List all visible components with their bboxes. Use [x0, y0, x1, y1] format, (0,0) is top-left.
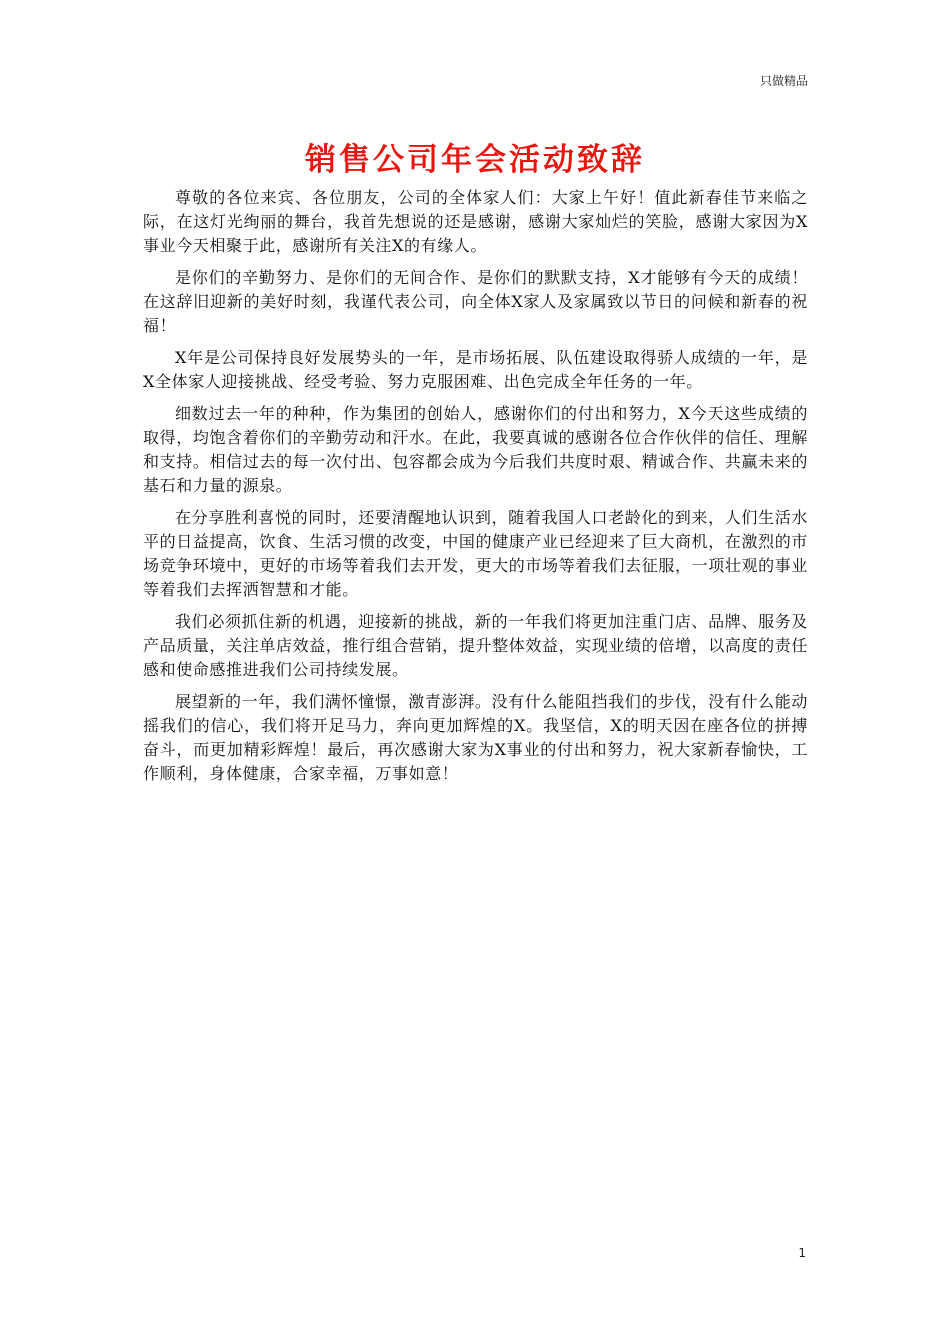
paragraph: 在分享胜利喜悦的同时，还要清醒地认识到，随着我国人口老龄化的到来，人们生活水平的日益提高，饮食、生活习惯的改变，中国的健康产业已经迎来了巨大商机，在激烈的市场竞争环境中，更好的市场等着我们去开发，更大的市场等着我们去征服，一项壮观的事业等着我们去挥洒智慧和才能。: [143, 508, 808, 599]
paragraph: 展望新的一年，我们满怀憧憬，激青澎湃。没有什么能阻挡我们的步伐，没有什么能动摇我们的信心，我们将开足马力，奔向更加辉煌的X。我坚信，X的明天因在座各位的拼搏奋斗，而更加精彩辉煌！最后，再次感谢大家为X事业的付出和努力，祝大家新春愉快，工作顺利，身体健康，合家幸福，万事如意！: [143, 692, 808, 783]
document-title: 销售公司年会活动致辞: [305, 142, 645, 178]
header-note: 只做精品: [759, 74, 808, 88]
paragraph: 细数过去一年的种种，作为集团的创始人，感谢你们的付出和努力，X今天这些成绩的取得，均饱含着你们的辛勤劳动和汗水。在此，我要真诚的感谢各位合作伙伴的信任、理解和支持。相信过去的每一次付出、包容都会成为今后我们共度时艰、精诚合作、共赢未来的基石和力量的源泉。: [143, 404, 808, 495]
paragraph: 尊敬的各位来宾、各位朋友，公司的全体家人们：大家上午好！值此新春佳节来临之际，在这灯光绚丽的舞台，我首先想说的还是感谢，感谢大家灿烂的笑脸，感谢大家因为X事业今天相聚于此，感谢所有关注X的有缘人。: [143, 188, 808, 255]
page-number: 1: [798, 1246, 806, 1260]
document-body: [143, 186, 808, 794]
paragraph: 我们必须抓住新的机遇，迎接新的挑战，新的一年我们将更加注重门店、品牌、服务及产品质量，关注单店效益，推行组合营销，提升整体效益，实现业绩的倍增，以高度的责任感和使命感推进我们公司持续发展。: [143, 612, 808, 679]
paragraph: X年是公司保持良好发展势头的一年，是市场拓展、队伍建设取得骄人成绩的一年，是X全体家人迎接挑战、经受考验、努力克服困难、出色完成全年任务的一年。: [143, 348, 808, 391]
paragraph: 是你们的辛勤努力、是你们的无间合作、是你们的默默支持，X才能够有今天的成绩！在这辞旧迎新的美好时刻，我谨代表公司，向全体X家人及家属致以节日的问候和新春的祝福！: [143, 268, 808, 335]
